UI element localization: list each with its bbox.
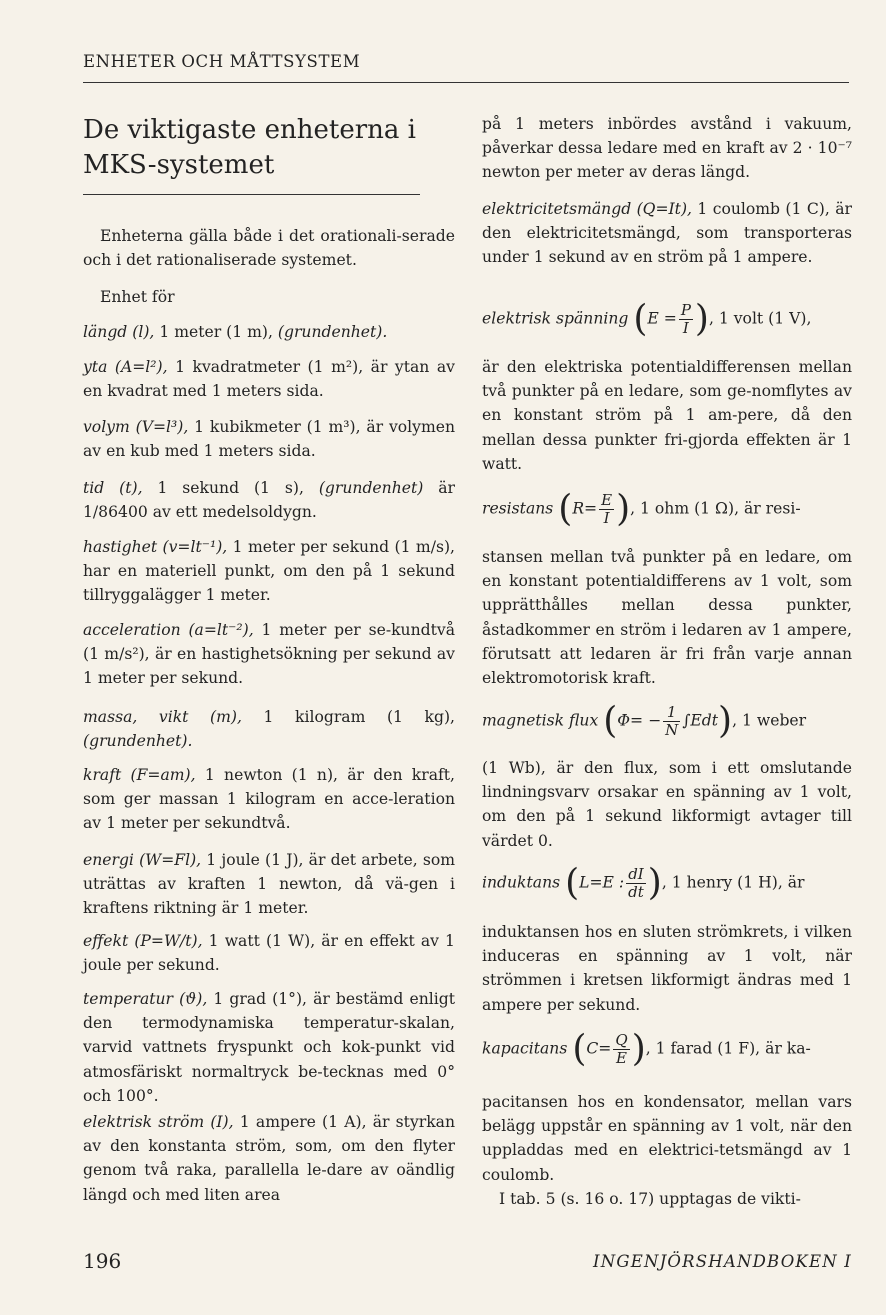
paren-close: ) [647, 862, 662, 904]
page-number: 196 [83, 1249, 122, 1273]
text-volym: 1 kubikmeter (1 m³), är volymen av en kub med 1 meters sida. [83, 418, 455, 461]
definition-acceleration [83, 618, 455, 691]
term-yta: yta (A=l²), [83, 358, 168, 376]
text-resistans: stansen mellan två punkter på en ledare, om en konstant potentialdifferens av 1 volt, som upprätthålles mellan dessa punkter, åstadkommer en ström i ledaren av 1 ampere, förutsatt att ledaren är fri från varje annan elektromotorisk kraft. [482, 548, 852, 688]
formula-induktans [482, 862, 852, 904]
formula-spanning [482, 298, 852, 340]
text-massa: 1 kilogram (1 kg), [263, 708, 455, 726]
term-spanning: elektrisk spänning [482, 309, 629, 328]
paren-close: ) [616, 488, 631, 530]
term-effekt: effekt (P=W/t), [83, 932, 203, 950]
text-kapacitans: pacitansen hos en kondensator, mellan vars belägg uppstår en spänning av 1 volt, när den uppladdas med en elektrici-tetsmängd av 1 coulomb. [482, 1093, 852, 1184]
section-title-line2: MKS-systemet [83, 150, 275, 180]
fraction-e-over-i [599, 492, 614, 527]
text-langd: 1 meter (1 m), [159, 323, 273, 341]
spanning-lhs: E = [647, 309, 677, 328]
formula-flux [482, 700, 852, 742]
text-spanning: är den elektriska potentialdifferensen mellan två punkter på en ledare, som ge-nomflytes av en konstant ström på 1 am-pere, då den mellan dessa punkter fri-gjorda effekten är 1 watt. [482, 358, 852, 473]
term-acceleration: acceleration (a=lt⁻²), [83, 621, 254, 639]
kapacitans-lhs: C= [586, 1039, 612, 1058]
flux-unit: , 1 weber [732, 711, 807, 730]
running-head: ENHETER OCH MÅTTSYSTEM [83, 52, 361, 71]
text-tid-tail: är 1/86400 av ett medelsoldygn. [83, 479, 456, 522]
text-effekt: 1 watt (1 W), är en effekt av 1 joule per sekund. [83, 932, 455, 975]
paren-close: ) [631, 1028, 646, 1070]
fraction-numerator: E [601, 491, 613, 509]
definition-kraft [83, 763, 455, 836]
fraction-numerator: 1 [663, 704, 680, 722]
text-kraft: 1 newton (1 n), är den kraft, som ger massan 1 kilogram en acce-leration av 1 meter per sekundtvå. [83, 766, 455, 833]
text-laddning: 1 coulomb (1 C), är den elektricitetsmängd, som transporteras under 1 sekund av en ström på 1 ampere. [482, 200, 852, 267]
definition-effekt [83, 929, 455, 977]
text-yta: 1 kvadratmeter (1 m²), är ytan av en kvadrat med 1 meters sida. [83, 358, 455, 401]
book-title: INGENJÖRSHANDBOKEN I [593, 1252, 852, 1271]
header-rule [83, 82, 849, 83]
paren-close: ) [694, 298, 709, 340]
term-flux: magnetisk flux [482, 711, 599, 730]
term-laddning: elektricitetsmängd (Q=It), [482, 200, 692, 218]
flux-integral: ∫Edt [682, 711, 719, 730]
definition-tid [83, 476, 455, 524]
definition-laddning [482, 197, 852, 270]
fraction-1-over-n [663, 704, 680, 739]
paren-open: ( [603, 700, 618, 742]
term-volym: volym (V=l³), [83, 418, 189, 436]
term-strom: elektrisk ström (I), [83, 1113, 234, 1131]
definition-hastighet [83, 535, 455, 608]
fraction-q-over-e [613, 1032, 629, 1067]
term-tid: tid (t), [83, 479, 143, 497]
resistans-unit: , 1 ohm (1 Ω), är resi- [630, 499, 801, 518]
definition-volym [83, 415, 455, 463]
fraction-p-over-i [679, 302, 693, 337]
enhet-for-label: Enhet för [100, 288, 175, 306]
definition-langd [83, 320, 455, 344]
fraction-denominator: E [616, 1049, 627, 1067]
spanning-unit: , 1 volt (1 V), [708, 309, 812, 328]
induktans-lhs: L=E : [579, 873, 625, 892]
definition-energi [83, 848, 455, 921]
fraction-denominator: N [665, 721, 679, 739]
term-kapacitans: kapacitans [482, 1039, 568, 1058]
paren-open: ( [572, 1028, 587, 1070]
term-hastighet: hastighet (v=lt⁻¹), [83, 538, 228, 556]
fraction-denominator: I [603, 509, 610, 527]
text-strom: 1 ampere (1 A), är styrkan av den konstanta ström, som, om den flyter genom två raka, parallella le-dare av oändlig längd och med liten area [83, 1113, 455, 1204]
formula-resistans [482, 488, 852, 530]
term-massa: massa, vikt (m), [83, 708, 242, 726]
title-rule [83, 194, 420, 195]
definition-temperatur [83, 987, 455, 1108]
fraction-denominator: dt [628, 883, 644, 901]
fraction-denominator: I [682, 319, 689, 337]
resistans-lhs: R= [572, 499, 598, 518]
tid-grundenhet: (grundenhet) [318, 479, 424, 497]
definition-strom [83, 1110, 455, 1207]
induktans-unit: , 1 henry (1 H), är [661, 873, 805, 892]
kapacitans-unit: , 1 farad (1 F), är ka- [645, 1039, 811, 1058]
fraction-numerator: Q [615, 1031, 628, 1049]
strom-continuation: på 1 meters inbördes avstånd i vakuum, påverkar dessa ledare med en kraft av 2 · 10⁻⁷ newton per meter av deras längd. [482, 115, 852, 182]
fraction-numerator: dI [626, 866, 646, 884]
section-title [83, 113, 423, 183]
text-temperatur: 1 grad (1°), är bestämd enligt den termodynamiska temperatur-skalan, varvid vattnets fryspunkt och kok-punkt vid atmosfäriskt normaltryck be-tecknas med 0° och 100°. [83, 990, 455, 1105]
text-hastighet: 1 meter per sekund (1 m/s), har en materiell punkt, om den på 1 sekund tillryggalägger 1 meter. [83, 538, 456, 605]
flux-lhs: Φ= − [617, 711, 662, 730]
term-langd: längd (l), [83, 323, 155, 341]
text-energi: 1 joule (1 J), är det arbete, som uträttas av kraften 1 newton, då vä-gen i kraftens riktning är 1 meter. [83, 851, 455, 918]
term-kraft: kraft (F=am), [83, 766, 196, 784]
formula-kapacitans [482, 1028, 852, 1070]
term-temperatur: temperatur (ϑ), [83, 990, 208, 1008]
term-energi: energi (W=Fl), [83, 851, 202, 869]
text-acceleration: 1 meter per se-kundtvå (1 m/s²), är en hastighetsökning per sekund av 1 meter per sekund. [83, 621, 455, 688]
massa-grundenhet: (grundenhet). [83, 732, 193, 751]
section-title-line1: De viktigaste enheterna i [83, 115, 416, 145]
text-induktans: induktansen hos en sluten strömkrets, i vilken induceras en spänning av 1 volt, när strömmen i kretsen likformigt ändras med 1 ampere per sekund. [482, 923, 852, 1014]
paren-open: ( [565, 862, 580, 904]
text-flux: (1 Wb), är den flux, som i ett omslutande lindningsvarv orsakar en spänning av 1 volt, om den på 1 sekund likformigt avtager till värdet 0. [482, 759, 852, 850]
paren-open: ( [633, 298, 648, 340]
intro-paragraph: Enheterna gälla både i det orationali-serade och i det rationaliserade systemet. [83, 227, 455, 270]
paren-open: ( [558, 488, 573, 530]
fraction-numerator: P [680, 301, 691, 319]
term-resistans: resistans [482, 499, 554, 518]
definition-yta [83, 355, 455, 403]
definition-massa [83, 705, 455, 753]
fraction-di-over-dt [626, 866, 646, 901]
text-tid: 1 sekund (1 s), [157, 479, 304, 497]
closing-paragraph: I tab. 5 (s. 16 o. 17) upptagas de vikti- [499, 1190, 801, 1208]
paren-close: ) [718, 700, 733, 742]
term-induktans: induktans [482, 873, 561, 892]
langd-grundenhet: (grundenhet). [277, 323, 388, 341]
